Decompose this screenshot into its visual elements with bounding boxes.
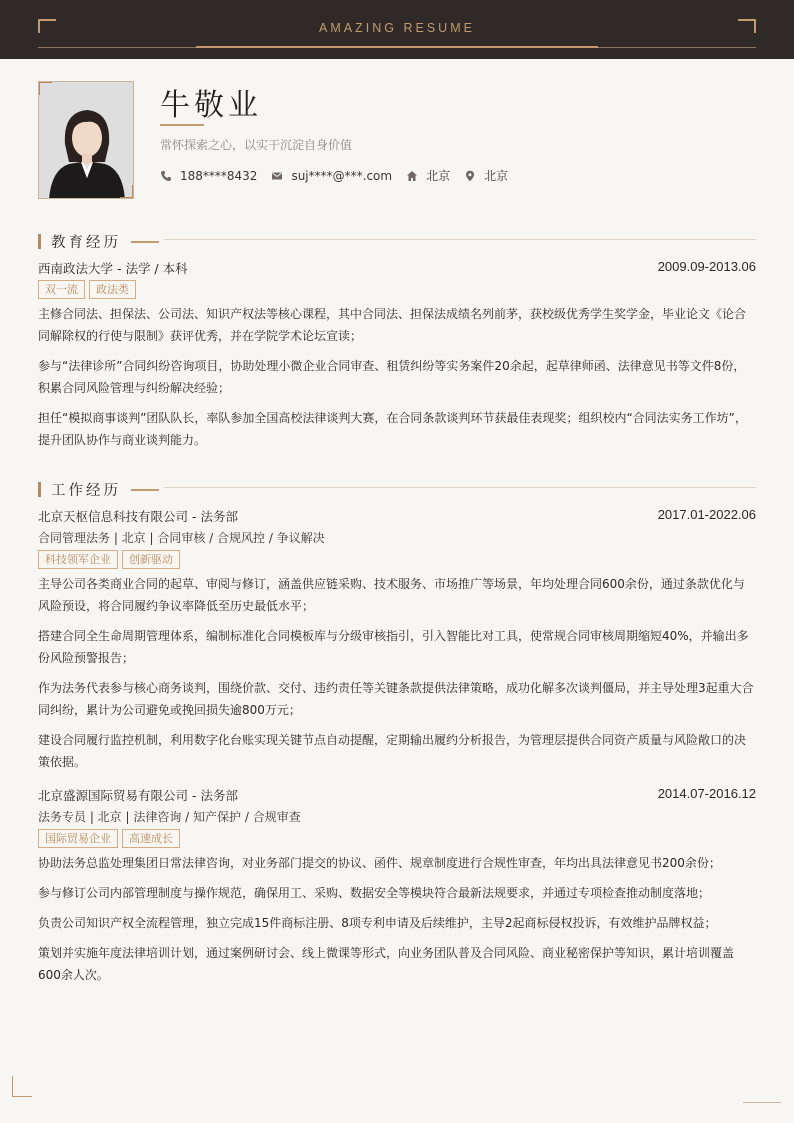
section-divider: [164, 239, 756, 240]
education-description: 参与“法律诊所”合同纠纷咨询项目，协助处理小微企业合同审查、租赁纠纷等实务案件20余起，起草律师函、法律意见书等文件8份，积累合同风险管理与纠纷解决经验；: [38, 359, 746, 395]
section-accent-dash: [131, 489, 159, 491]
phone-icon: [160, 170, 172, 182]
company-name: 北京盛源国际贸易有限公司 - 法务部: [38, 788, 238, 803]
job-description: 作为法务代表参与核心商务谈判，围绕价款、交付、违约责任等关键条款提供法律策略，成功化解多次谈判僵局，并主导处理3起重大合同纠纷，累计为公司避免或挽回损失逾800万元；: [38, 681, 754, 717]
tag: 双一流: [38, 280, 85, 299]
mail-icon: [271, 170, 283, 182]
contact-phone: [160, 169, 257, 183]
job-description: 建设合同履行监控机制，利用数字化台账实现关键节点自动提醒，定期输出履约分析报告，为管理层提供合同资产质量与风险敞口的决策依据。: [38, 733, 747, 769]
header-accent-line: [196, 46, 598, 48]
company-name: 北京天枢信息科技有限公司 - 法务部: [38, 509, 238, 524]
section-heading: 工作经历: [51, 483, 121, 499]
tag: 创新驱动: [122, 550, 180, 569]
job-entry-header: [38, 786, 756, 804]
job-tags: [38, 550, 184, 569]
education-entry-header: [38, 259, 756, 277]
job-description: 参与修订公司内部管理制度与操作规范，确保用工、采购、数据安全等模块符合最新法规要求，并通过专项检查推动制度落地；: [38, 886, 711, 900]
hometown-text: 北京: [426, 169, 451, 183]
phone-text: 188****8432: [180, 168, 258, 183]
job-subtitle: 合同管理法务 | 北京 | 合同审核 / 合规风控 / 争议解决: [38, 531, 325, 545]
resume-brand-title: AMAZING RESUME: [319, 21, 475, 35]
job-description: 搭建合同全生命周期管理体系，编制标准化合同模板库与分级审核指引，引入智能比对工具，使常规合同审核周期缩短40%，并输出多份风险预警报告；: [38, 629, 749, 665]
location-text: 北京: [484, 169, 509, 183]
section-heading: 教育经历: [51, 235, 121, 251]
tag: 国际贸易企业: [38, 829, 118, 848]
job-subtitle: 法务专员 | 北京 | 法律咨询 / 知产保护 / 合规审查: [38, 810, 301, 824]
section-marker: [38, 234, 41, 249]
education-tags: [38, 280, 140, 299]
name-underline: [160, 124, 204, 126]
photo-corner-ornament-bottom: [120, 185, 134, 199]
resume-header-bar: [0, 0, 794, 59]
section-accent-dash: [131, 241, 159, 243]
job-description: 协助法务总监处理集团日常法律咨询，对业务部门提交的协议、函件、规章制度进行合规性审查，年均出具法律意见书200余份；: [38, 856, 721, 870]
section-title-education: [38, 231, 159, 252]
job-entry-header: [38, 507, 756, 525]
job-date: 2014.07-2016.12: [657, 786, 756, 801]
section-divider: [164, 487, 756, 488]
candidate-motto: 常怀探索之心，以实干沉淀自身价值: [160, 138, 353, 152]
email-text: suj****@***.com: [291, 168, 393, 183]
home-icon: [406, 170, 418, 182]
section-marker: [38, 482, 41, 497]
school-name: 西南政法大学 - 法学 / 本科: [38, 261, 188, 276]
photo-corner-ornament: [38, 81, 52, 95]
footer-accent-line: [743, 1102, 781, 1103]
job-description: 策划并实施年度法律培训计划，通过案例研讨会、线上微课等形式，向业务团队普及合同风险、商业秘密保护等知识，累计培训覆盖600余人次。: [38, 946, 735, 982]
contact-hometown: [406, 167, 450, 184]
candidate-name: 牛敬业: [160, 88, 262, 123]
job-date: 2017.01-2022.06: [657, 507, 756, 522]
location-pin-icon: [464, 170, 476, 182]
education-date: 2009.09-2013.06: [657, 259, 756, 274]
portrait-illustration: [39, 82, 134, 199]
tag: 高速成长: [122, 829, 180, 848]
contact-email: [271, 169, 392, 183]
tag: 科技领军企业: [38, 550, 118, 569]
contact-info: [160, 167, 522, 184]
job-description: 主导公司各类商业合同的起草、审阅与修订，涵盖供应链采购、技术服务、市场推广等场景，年均处理合同600余份，通过条款优化与风险预设，将合同履约争议率降低至历史最低水平；: [38, 577, 745, 613]
job-description: 负责公司知识产权全流程管理，独立完成15件商标注册、8项专利申请及后续维护，主导2起商标侵权投诉，有效维护品牌权益；: [38, 916, 717, 930]
profile-photo: [38, 81, 134, 199]
corner-ornament-bottom-left: [12, 1076, 32, 1097]
job-tags: [38, 829, 184, 848]
tag: 政法类: [89, 280, 136, 299]
section-title-work: [38, 479, 159, 500]
contact-location: [464, 167, 508, 184]
education-description: 主修合同法、担保法、公司法、知识产权法等核心课程，其中合同法、担保法成绩名列前茅，获校级优秀学生奖学金，毕业论文《论合同解除权的行使与限制》获评优秀，并在学院学术论坛宣读；: [38, 307, 747, 343]
education-description: 担任“模拟商事谈判”团队队长，率队参加全国高校法律谈判大赛，在合同条款谈判环节获最佳表现奖；组织校内“合同法实务工作坊”，提升团队协作与商业谈判能力。: [38, 411, 747, 447]
